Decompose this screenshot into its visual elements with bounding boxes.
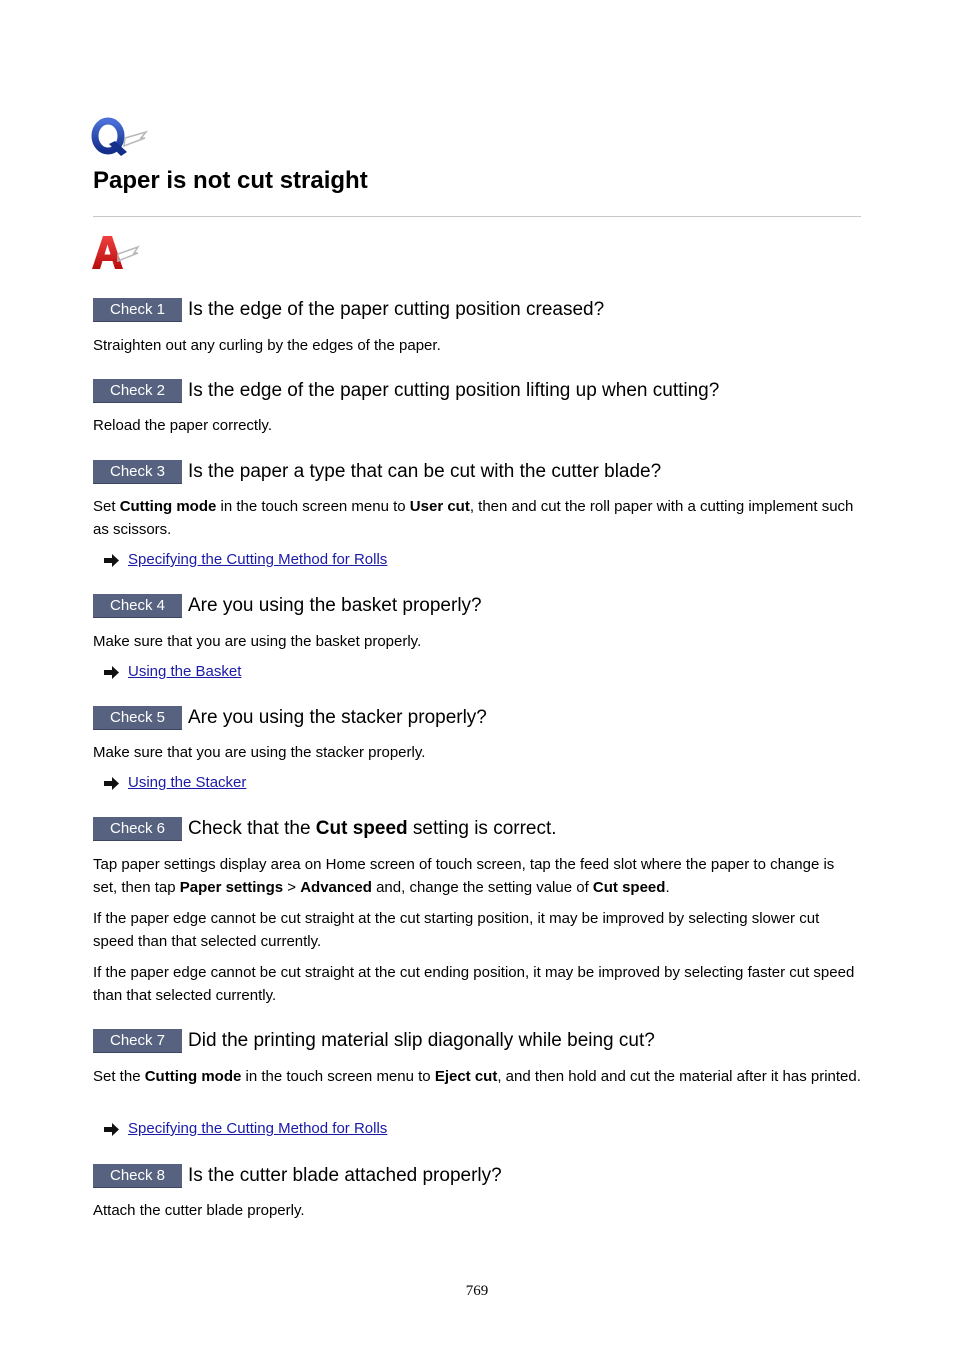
check-7-text: Set the Cutting mode in the touch screen menu to Eject cut, and then hold and cut the material after it has printed. <box>93 1068 861 1085</box>
link-using-stacker[interactable]: Using the Stacker <box>128 774 247 791</box>
check-6-text-3: If the paper edge cannot be cut straight at the cut ending position, it may be improved by selecting faster cut speed than that selected currently. <box>93 964 855 1004</box>
check-3-text: Set Cutting mode in the touch screen menu to User cut, then and cut the roll paper with a cutting implement such as scissors. <box>93 498 854 538</box>
check-question: Check that the Cut speed setting is correct. <box>188 818 557 839</box>
check-4-link-row[interactable] <box>104 662 241 682</box>
check-5-heading <box>93 706 487 730</box>
check-badge: Check 6 <box>93 817 182 841</box>
arrow-right-icon <box>104 666 119 679</box>
check-6-text: Tap paper settings display area on Home screen of touch screen, tap the feed slot where the paper to change is set, then tap Paper settings > Advanced and, change the setting value of Cut speed. <box>93 856 835 896</box>
check-question: Is the cutter blade attached properly? <box>188 1165 502 1186</box>
check-2-heading <box>93 379 719 403</box>
answer-icon <box>91 234 141 272</box>
link-cutting-method[interactable]: Specifying the Cutting Method for Rolls <box>128 551 388 568</box>
check-badge: Check 2 <box>93 379 182 403</box>
check-5-text: Make sure that you are using the stacker properly. <box>93 744 426 761</box>
page-number: 769 <box>465 1283 489 1299</box>
check-badge: Check 3 <box>93 460 182 484</box>
page-title: Paper is not cut straight <box>93 167 368 194</box>
check-question: Is the paper a type that can be cut with the cutter blade? <box>188 461 662 482</box>
check-badge: Check 4 <box>93 594 182 618</box>
check-7-link-row[interactable] <box>104 1119 387 1139</box>
check-question: Is the edge of the paper cutting position creased? <box>188 299 605 320</box>
arrow-right-icon <box>104 777 119 790</box>
check-8-heading <box>93 1164 502 1188</box>
check-4-text: Make sure that you are using the basket properly. <box>93 633 422 650</box>
check-question: Did the printing material slip diagonally while being cut? <box>188 1030 655 1051</box>
check-6-heading <box>93 817 557 841</box>
check-7-heading <box>93 1029 655 1053</box>
check-badge: Check 1 <box>93 298 182 322</box>
link-cutting-method-2[interactable]: Specifying the Cutting Method for Rolls <box>128 1120 388 1137</box>
check-badge: Check 8 <box>93 1164 182 1188</box>
check-badge: Check 5 <box>93 706 182 730</box>
check-1-text: Straighten out any curling by the edges of the paper. <box>93 337 441 354</box>
check-5-link-row[interactable] <box>104 773 246 793</box>
check-question: Are you using the stacker properly? <box>188 707 487 728</box>
arrow-right-icon <box>104 1123 119 1136</box>
check-badge: Check 7 <box>93 1029 182 1053</box>
check-3-link-row[interactable] <box>104 550 387 570</box>
check-question: Are you using the basket properly? <box>188 595 482 616</box>
check-8-text: Attach the cutter blade properly. <box>93 1202 305 1219</box>
check-4-heading <box>93 594 482 618</box>
question-icon <box>91 116 149 160</box>
arrow-right-icon <box>104 554 119 567</box>
check-1-heading <box>93 298 604 322</box>
check-3-heading <box>93 460 661 484</box>
check-2-text: Reload the paper correctly. <box>93 417 272 434</box>
divider <box>93 216 861 217</box>
link-using-basket[interactable]: Using the Basket <box>128 663 242 680</box>
check-question: Is the edge of the paper cutting position lifting up when cutting? <box>188 380 720 401</box>
check-6-text-2: If the paper edge cannot be cut straight at the cut starting position, it may be improved by selecting slower cut speed than that selected currently. <box>93 910 820 950</box>
